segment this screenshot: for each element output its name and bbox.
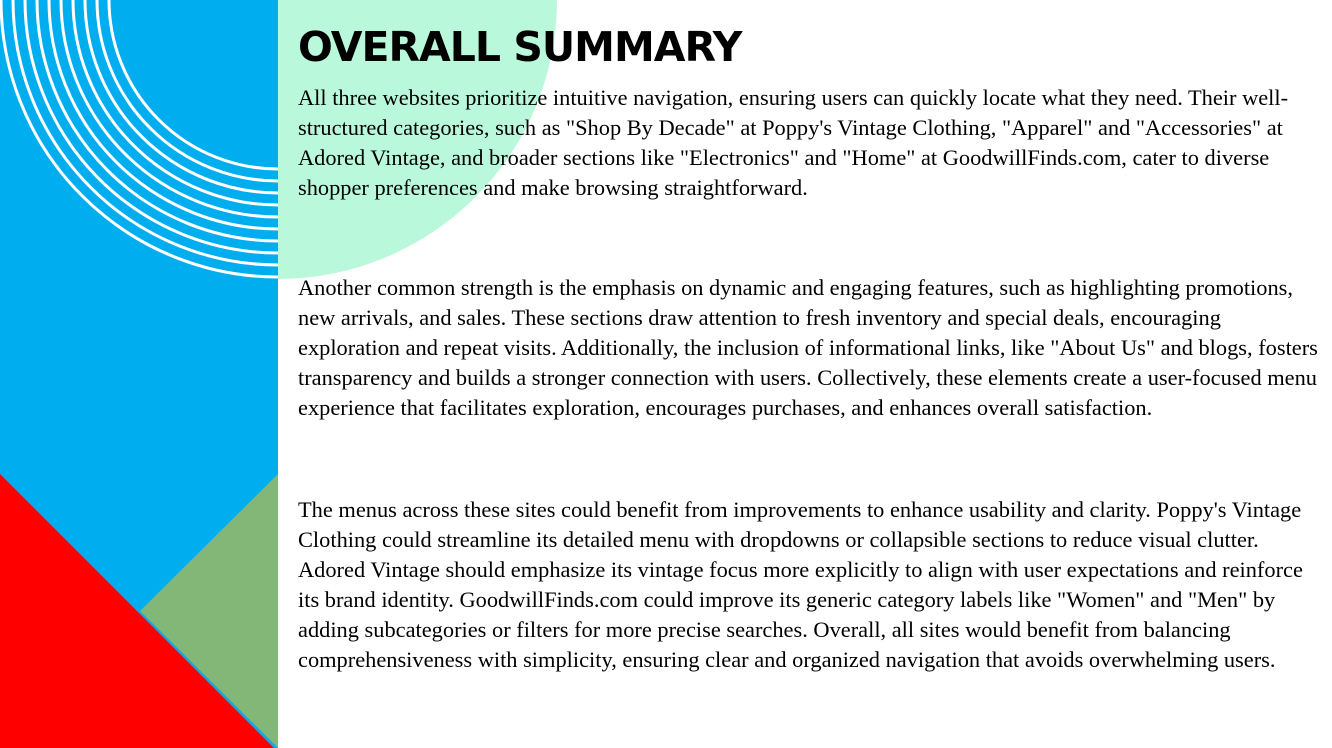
summary-paragraph-navigation: All three websites prioritize intuitive navigation, ensuring users can quickly locate what they need. Their well-structured categories, such as "Shop By Decade" at Poppy's Vintage Clothing, "Apparel" and "Accessories" at Adored Vintage, and broader sections like "Electronics" and "Home" at GoodwillFinds.com, cater to diverse shopper preferences and make browsing straightforward. [298,85,1289,200]
summary-paragraph-features: Another common strength is the emphasis on dynamic and engaging features, such as highlighting promotions, new arrivals, and sales. These sections draw attention to fresh inventory and special deals, encouraging exploration and repeat visits. Additionally, the inclusion of informational links, like "About Us" and blogs, fosters transparency and builds a stronger connection with users. Collectively, these elements create a user-focused menu experience that facilitates exploration, encourages purchases, and enhances overall satisfaction. [298,275,1318,420]
summary-paragraph-improvements: The menus across these sites could benefit from improvements to enhance usability and clarity. Poppy's Vintage Clothing could streamline its detailed menu with dropdowns or collapsible sections to reduce visual clutter. Adored Vintage should emphasize its vintage focus more explicitly to align with user expectations and reinforce its brand identity. GoodwillFinds.com could improve its generic category labels like "Women" and "Men" by adding subcategories or filters for more precise searches. Overall, all sites would benefit from balancing comprehensiveness with simplicity, ensuring clear and organized navigation that avoids overwhelming users. [298,497,1303,672]
slide-title: OVERALL SUMMARY [298,23,742,71]
